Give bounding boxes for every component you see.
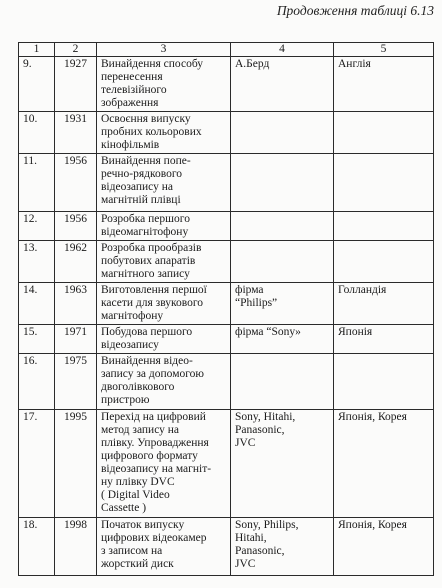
column-header-country: 5 (334, 43, 434, 57)
row-author (231, 154, 334, 212)
row-number: 15. (19, 325, 55, 354)
row-country (334, 241, 434, 283)
row-event: Виготовлення першої касети для звукового магнітофону (97, 283, 231, 325)
row-year: 1931 (55, 112, 97, 154)
row-country: Японія (334, 325, 434, 354)
row-event: Винайдення відео- запису за допомогою двоголівкового пристрою (97, 354, 231, 410)
row-author (231, 112, 334, 154)
row-country (334, 154, 434, 212)
row-country (334, 112, 434, 154)
table-row (19, 518, 434, 576)
row-author: фірма “Sony» (231, 325, 334, 354)
table-row (19, 212, 434, 241)
row-author: Sony, Philips, Hitahi, Panasonic, JVC (231, 518, 334, 576)
row-number: 18. (19, 518, 55, 576)
row-number: 10. (19, 112, 55, 154)
row-year: 1963 (55, 283, 97, 325)
row-country: Японія, Корея (334, 410, 434, 518)
row-country: Голландія (334, 283, 434, 325)
column-header-number: 1 (19, 43, 55, 57)
row-country (334, 212, 434, 241)
table-row (19, 283, 434, 325)
table-row (19, 154, 434, 212)
row-event: Розробка першого відеомагнітофону (97, 212, 231, 241)
row-event: Побудова першого відеозапису (97, 325, 231, 354)
row-country: Японія, Корея (334, 518, 434, 576)
row-year: 1971 (55, 325, 97, 354)
column-header-event: 3 (97, 43, 231, 57)
row-author: Sony, Hitahi, Panasonic, JVC (231, 410, 334, 518)
row-number: 17. (19, 410, 55, 518)
row-event: Перехід на цифровий метод запису на плівку. Упровадження цифрового формату відеозапису на магніт- ну плівку DVC ( Digital Video Cassette ) (97, 410, 231, 518)
row-event: Винайдення способу перенесення телевізійного зображення (97, 57, 231, 112)
row-year: 1962 (55, 241, 97, 283)
table-row (19, 354, 434, 410)
row-event: Винайдення попе- речно-рядкового відеозапису на магнітній плівці (97, 154, 231, 212)
table-continuation-caption: Продовження таблиці 6.13 (276, 3, 434, 18)
table-row (19, 57, 434, 112)
history-table (18, 42, 434, 576)
row-author (231, 241, 334, 283)
row-author: фірма “Philips” (231, 283, 334, 325)
row-author: А.Берд (231, 57, 334, 112)
row-year: 1956 (55, 154, 97, 212)
row-number: 12. (19, 212, 55, 241)
row-event: Початок випуску цифрових відеокамер з записом на жорсткий диск (97, 518, 231, 576)
row-country (334, 354, 434, 410)
row-year: 1995 (55, 410, 97, 518)
row-year: 1956 (55, 212, 97, 241)
row-author (231, 354, 334, 410)
row-year: 1975 (55, 354, 97, 410)
row-country: Англія (334, 57, 434, 112)
row-number: 14. (19, 283, 55, 325)
row-event: Розробка прообразів побутових апаратів магнітного запису (97, 241, 231, 283)
row-number: 13. (19, 241, 55, 283)
table-row (19, 325, 434, 354)
column-header-year: 2 (55, 43, 97, 57)
row-number: 16. (19, 354, 55, 410)
row-number: 11. (19, 154, 55, 212)
table-header-row (19, 43, 434, 57)
table-row (19, 241, 434, 283)
row-number: 9. (19, 57, 55, 112)
row-year: 1927 (55, 57, 97, 112)
row-year: 1998 (55, 518, 97, 576)
table-row (19, 410, 434, 518)
column-header-author: 4 (231, 43, 334, 57)
row-event: Освоєння випуску пробних кольорових кінофільмів (97, 112, 231, 154)
row-author (231, 212, 334, 241)
table-row (19, 112, 434, 154)
